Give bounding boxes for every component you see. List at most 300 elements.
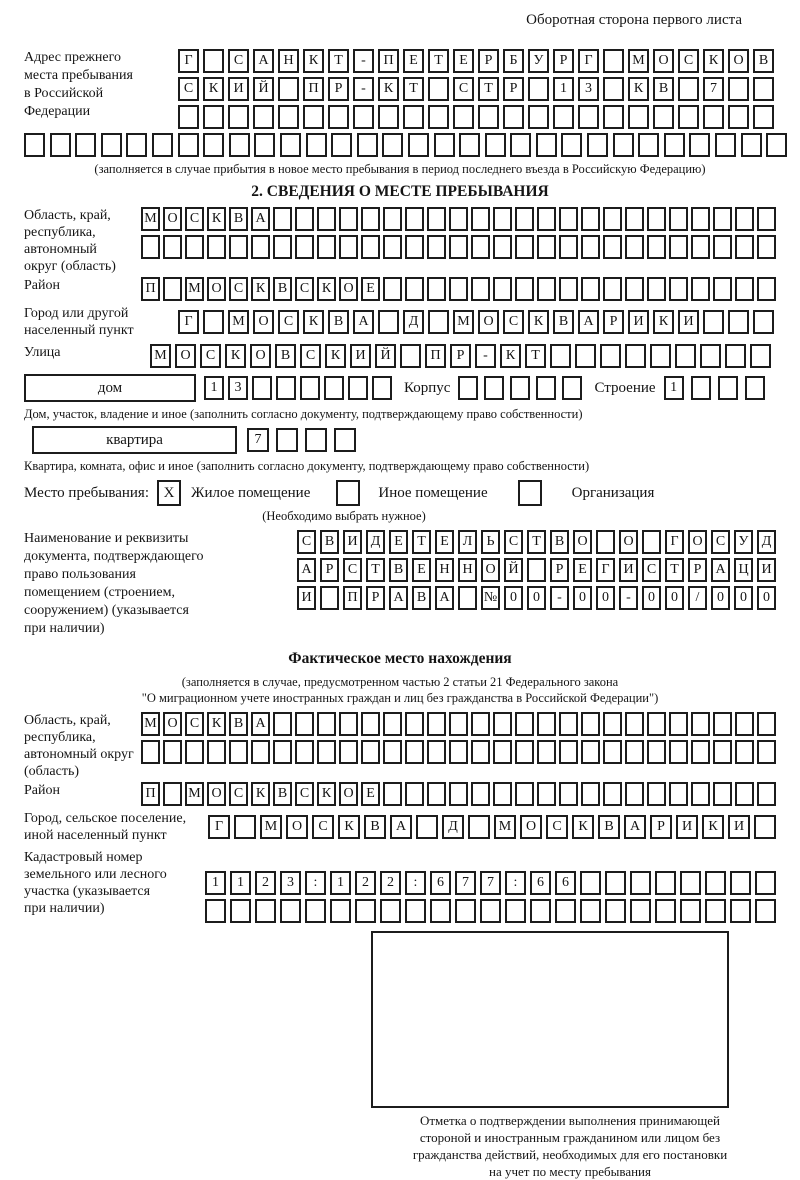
char-cell[interactable]: [252, 376, 272, 400]
char-cell[interactable]: С: [711, 530, 730, 554]
char-cell[interactable]: [178, 105, 199, 129]
char-cell[interactable]: [205, 899, 226, 923]
char-cell[interactable]: [753, 77, 774, 101]
char-cell[interactable]: [735, 782, 754, 806]
char-cell[interactable]: [691, 712, 710, 736]
char-cell[interactable]: И: [678, 310, 699, 334]
char-cell[interactable]: [339, 740, 358, 764]
char-cell[interactable]: К: [378, 77, 399, 101]
char-cell[interactable]: [203, 133, 224, 157]
char-cell[interactable]: [669, 207, 688, 231]
char-cell[interactable]: Т: [412, 530, 431, 554]
char-cell[interactable]: [229, 235, 248, 259]
char-cell[interactable]: [295, 207, 314, 231]
char-cell[interactable]: [383, 277, 402, 301]
char-cell[interactable]: [625, 712, 644, 736]
char-cell[interactable]: В: [550, 530, 569, 554]
char-cell[interactable]: [528, 77, 549, 101]
char-cell[interactable]: П: [425, 344, 446, 368]
char-cell[interactable]: Н: [435, 558, 454, 582]
char-cell[interactable]: [575, 344, 596, 368]
char-cell[interactable]: [650, 344, 671, 368]
char-cell[interactable]: 6: [430, 871, 451, 895]
char-cell[interactable]: [713, 207, 732, 231]
char-cell[interactable]: Г: [578, 49, 599, 73]
char-cell[interactable]: 1: [664, 376, 684, 400]
char-cell[interactable]: [664, 133, 685, 157]
char-cell[interactable]: [427, 207, 446, 231]
char-cell[interactable]: О: [175, 344, 196, 368]
char-cell[interactable]: [383, 207, 402, 231]
char-cell[interactable]: [559, 235, 578, 259]
char-cell[interactable]: [689, 133, 710, 157]
char-cell[interactable]: [152, 133, 173, 157]
char-cell[interactable]: А: [578, 310, 599, 334]
char-cell[interactable]: [126, 133, 147, 157]
char-cell[interactable]: [485, 133, 506, 157]
char-cell[interactable]: 0: [527, 586, 546, 610]
char-cell[interactable]: [757, 207, 776, 231]
char-cell[interactable]: В: [389, 558, 408, 582]
char-cell[interactable]: [741, 133, 762, 157]
char-cell[interactable]: Г: [665, 530, 684, 554]
char-cell[interactable]: [515, 782, 534, 806]
char-cell[interactable]: [348, 376, 368, 400]
char-cell[interactable]: 1: [553, 77, 574, 101]
char-cell[interactable]: Р: [450, 344, 471, 368]
char-cell[interactable]: [718, 376, 738, 400]
char-cell[interactable]: [163, 277, 182, 301]
char-cell[interactable]: [725, 344, 746, 368]
char-cell[interactable]: [536, 133, 557, 157]
char-cell[interactable]: [230, 899, 251, 923]
char-cell[interactable]: [295, 712, 314, 736]
char-cell[interactable]: 3: [578, 77, 599, 101]
char-cell[interactable]: М: [141, 712, 160, 736]
char-cell[interactable]: [735, 740, 754, 764]
char-cell[interactable]: 0: [573, 586, 592, 610]
char-cell[interactable]: [603, 740, 622, 764]
char-cell[interactable]: [530, 899, 551, 923]
char-cell[interactable]: [300, 376, 320, 400]
char-cell[interactable]: [550, 344, 571, 368]
char-cell[interactable]: [207, 740, 226, 764]
char-cell[interactable]: О: [619, 530, 638, 554]
char-cell[interactable]: [691, 207, 710, 231]
char-cell[interactable]: [278, 77, 299, 101]
char-cell[interactable]: [229, 133, 250, 157]
char-cell[interactable]: О: [250, 344, 271, 368]
char-cell[interactable]: [273, 712, 292, 736]
char-cell[interactable]: И: [628, 310, 649, 334]
char-cell[interactable]: С: [185, 207, 204, 231]
char-cell[interactable]: К: [303, 49, 324, 73]
char-cell[interactable]: [630, 871, 651, 895]
char-cell[interactable]: [603, 235, 622, 259]
char-cell[interactable]: Р: [688, 558, 707, 582]
char-cell[interactable]: [478, 105, 499, 129]
char-cell[interactable]: [378, 105, 399, 129]
char-cell[interactable]: [405, 277, 424, 301]
char-cell[interactable]: Ь: [481, 530, 500, 554]
char-cell[interactable]: С: [312, 815, 334, 839]
char-cell[interactable]: [581, 740, 600, 764]
char-cell[interactable]: Р: [603, 310, 624, 334]
char-cell[interactable]: [458, 586, 477, 610]
char-cell[interactable]: 7: [247, 428, 269, 452]
char-cell[interactable]: [757, 235, 776, 259]
char-cell[interactable]: [331, 133, 352, 157]
char-cell[interactable]: [280, 133, 301, 157]
char-cell[interactable]: [339, 207, 358, 231]
char-cell[interactable]: :: [405, 871, 426, 895]
char-cell[interactable]: Т: [428, 49, 449, 73]
char-cell[interactable]: А: [353, 310, 374, 334]
char-cell[interactable]: [757, 740, 776, 764]
char-cell[interactable]: [555, 899, 576, 923]
char-cell[interactable]: С: [300, 344, 321, 368]
char-cell[interactable]: С: [642, 558, 661, 582]
char-cell[interactable]: Д: [366, 530, 385, 554]
char-cell[interactable]: [757, 782, 776, 806]
char-cell[interactable]: К: [251, 277, 270, 301]
char-cell[interactable]: А: [711, 558, 730, 582]
char-cell[interactable]: [234, 815, 256, 839]
char-cell[interactable]: [691, 782, 710, 806]
char-cell[interactable]: [273, 207, 292, 231]
char-cell[interactable]: П: [303, 77, 324, 101]
char-cell[interactable]: [537, 712, 556, 736]
char-cell[interactable]: У: [734, 530, 753, 554]
char-cell[interactable]: :: [505, 871, 526, 895]
char-cell[interactable]: [754, 815, 776, 839]
char-cell[interactable]: В: [328, 310, 349, 334]
char-cell[interactable]: Р: [650, 815, 672, 839]
char-cell[interactable]: [383, 235, 402, 259]
char-cell[interactable]: [361, 712, 380, 736]
char-cell[interactable]: К: [207, 207, 226, 231]
char-cell[interactable]: П: [141, 277, 160, 301]
char-cell[interactable]: [515, 712, 534, 736]
char-cell[interactable]: С: [678, 49, 699, 73]
char-cell[interactable]: [581, 712, 600, 736]
char-cell[interactable]: В: [412, 586, 431, 610]
char-cell[interactable]: [581, 207, 600, 231]
char-cell[interactable]: [642, 530, 661, 554]
char-cell[interactable]: :: [305, 871, 326, 895]
char-cell[interactable]: К: [203, 77, 224, 101]
char-cell[interactable]: [581, 782, 600, 806]
char-cell[interactable]: 3: [280, 871, 301, 895]
char-cell[interactable]: 0: [504, 586, 523, 610]
char-cell[interactable]: [405, 207, 424, 231]
char-cell[interactable]: [334, 428, 356, 452]
char-cell[interactable]: К: [251, 782, 270, 806]
char-cell[interactable]: И: [619, 558, 638, 582]
char-cell[interactable]: [603, 77, 624, 101]
char-cell[interactable]: [50, 133, 71, 157]
char-cell[interactable]: [178, 133, 199, 157]
char-cell[interactable]: [405, 782, 424, 806]
char-cell[interactable]: [427, 235, 446, 259]
char-cell[interactable]: [605, 871, 626, 895]
char-cell[interactable]: В: [275, 344, 296, 368]
char-cell[interactable]: [713, 740, 732, 764]
char-cell[interactable]: [587, 133, 608, 157]
char-cell[interactable]: 0: [596, 586, 615, 610]
char-cell[interactable]: [647, 740, 666, 764]
char-cell[interactable]: Е: [403, 49, 424, 73]
char-cell[interactable]: У: [528, 49, 549, 73]
char-cell[interactable]: [430, 899, 451, 923]
char-cell[interactable]: 7: [480, 871, 501, 895]
char-cell[interactable]: Г: [596, 558, 615, 582]
char-cell[interactable]: [317, 712, 336, 736]
char-cell[interactable]: [605, 899, 626, 923]
char-cell[interactable]: [703, 105, 724, 129]
char-cell[interactable]: [317, 235, 336, 259]
char-cell[interactable]: С: [546, 815, 568, 839]
char-cell[interactable]: [273, 235, 292, 259]
char-cell[interactable]: [669, 740, 688, 764]
char-cell[interactable]: [625, 207, 644, 231]
char-cell[interactable]: [625, 740, 644, 764]
char-cell[interactable]: 7: [703, 77, 724, 101]
char-cell[interactable]: 0: [711, 586, 730, 610]
char-cell[interactable]: [561, 133, 582, 157]
char-cell[interactable]: [357, 133, 378, 157]
char-cell[interactable]: О: [573, 530, 592, 554]
char-cell[interactable]: [700, 344, 721, 368]
char-cell[interactable]: О: [339, 277, 358, 301]
char-cell[interactable]: О: [653, 49, 674, 73]
char-cell[interactable]: М: [141, 207, 160, 231]
char-cell[interactable]: [600, 344, 621, 368]
char-cell[interactable]: О: [286, 815, 308, 839]
char-cell[interactable]: [655, 899, 676, 923]
char-cell[interactable]: 0: [642, 586, 661, 610]
char-cell[interactable]: [383, 782, 402, 806]
char-cell[interactable]: [515, 207, 534, 231]
char-cell[interactable]: И: [350, 344, 371, 368]
char-cell[interactable]: [207, 235, 226, 259]
char-cell[interactable]: [458, 376, 478, 400]
char-cell[interactable]: К: [225, 344, 246, 368]
char-cell[interactable]: /: [688, 586, 707, 610]
char-cell[interactable]: [757, 712, 776, 736]
char-cell[interactable]: [449, 712, 468, 736]
char-cell[interactable]: [382, 133, 403, 157]
char-cell[interactable]: [678, 77, 699, 101]
char-cell[interactable]: [185, 235, 204, 259]
char-cell[interactable]: [295, 740, 314, 764]
char-cell[interactable]: [715, 133, 736, 157]
char-cell[interactable]: С: [200, 344, 221, 368]
char-cell[interactable]: [603, 782, 622, 806]
char-cell[interactable]: 1: [205, 871, 226, 895]
char-cell[interactable]: [276, 376, 296, 400]
char-cell[interactable]: В: [273, 782, 292, 806]
char-cell[interactable]: [228, 105, 249, 129]
char-cell[interactable]: [757, 277, 776, 301]
char-cell[interactable]: А: [390, 815, 412, 839]
char-cell[interactable]: [515, 235, 534, 259]
char-cell[interactable]: [203, 105, 224, 129]
char-cell[interactable]: [428, 310, 449, 334]
char-cell[interactable]: Т: [328, 49, 349, 73]
char-cell[interactable]: А: [297, 558, 316, 582]
char-cell[interactable]: 6: [555, 871, 576, 895]
char-cell[interactable]: С: [297, 530, 316, 554]
char-cell[interactable]: М: [150, 344, 171, 368]
char-cell[interactable]: [455, 899, 476, 923]
char-cell[interactable]: [251, 235, 270, 259]
char-cell[interactable]: К: [572, 815, 594, 839]
char-cell[interactable]: [468, 815, 490, 839]
char-cell[interactable]: С: [178, 77, 199, 101]
char-cell[interactable]: [493, 782, 512, 806]
char-cell[interactable]: С: [228, 49, 249, 73]
char-cell[interactable]: П: [343, 586, 362, 610]
char-cell[interactable]: К: [207, 712, 226, 736]
char-cell[interactable]: Р: [503, 77, 524, 101]
char-cell[interactable]: [255, 899, 276, 923]
char-cell[interactable]: [647, 235, 666, 259]
char-cell[interactable]: [705, 899, 726, 923]
char-cell[interactable]: П: [141, 782, 160, 806]
char-cell[interactable]: А: [624, 815, 646, 839]
char-cell[interactable]: [306, 133, 327, 157]
char-cell[interactable]: Т: [403, 77, 424, 101]
char-cell[interactable]: О: [163, 712, 182, 736]
char-cell[interactable]: [680, 899, 701, 923]
char-cell[interactable]: К: [628, 77, 649, 101]
char-cell[interactable]: [755, 871, 776, 895]
char-cell[interactable]: [471, 712, 490, 736]
char-cell[interactable]: [528, 105, 549, 129]
char-cell[interactable]: 2: [355, 871, 376, 895]
char-cell[interactable]: -: [619, 586, 638, 610]
char-cell[interactable]: [559, 740, 578, 764]
char-cell[interactable]: [653, 105, 674, 129]
char-cell[interactable]: [405, 712, 424, 736]
char-cell[interactable]: [383, 740, 402, 764]
char-cell[interactable]: [596, 530, 615, 554]
char-cell[interactable]: [163, 235, 182, 259]
char-cell[interactable]: В: [653, 77, 674, 101]
char-cell[interactable]: [428, 77, 449, 101]
char-cell[interactable]: Е: [389, 530, 408, 554]
char-cell[interactable]: Т: [665, 558, 684, 582]
char-cell[interactable]: [730, 871, 751, 895]
char-cell[interactable]: К: [303, 310, 324, 334]
char-cell[interactable]: [559, 712, 578, 736]
char-cell[interactable]: К: [653, 310, 674, 334]
char-cell[interactable]: №: [481, 586, 500, 610]
char-cell[interactable]: Е: [573, 558, 592, 582]
char-cell[interactable]: [278, 105, 299, 129]
char-cell[interactable]: И: [228, 77, 249, 101]
char-cell[interactable]: В: [364, 815, 386, 839]
char-cell[interactable]: О: [253, 310, 274, 334]
char-cell[interactable]: К: [702, 815, 724, 839]
char-cell[interactable]: [273, 740, 292, 764]
char-cell[interactable]: [203, 310, 224, 334]
char-cell[interactable]: К: [703, 49, 724, 73]
char-cell[interactable]: [493, 740, 512, 764]
char-cell[interactable]: [515, 277, 534, 301]
char-cell[interactable]: 6: [530, 871, 551, 895]
char-cell[interactable]: [505, 899, 526, 923]
char-cell[interactable]: Г: [178, 49, 199, 73]
char-cell[interactable]: О: [207, 277, 226, 301]
char-cell[interactable]: М: [494, 815, 516, 839]
char-cell[interactable]: Б: [503, 49, 524, 73]
char-cell[interactable]: Д: [442, 815, 464, 839]
char-cell[interactable]: [628, 105, 649, 129]
char-cell[interactable]: М: [185, 277, 204, 301]
char-cell[interactable]: [745, 376, 765, 400]
char-cell[interactable]: [75, 133, 96, 157]
char-cell[interactable]: [253, 105, 274, 129]
char-cell[interactable]: [320, 586, 339, 610]
char-cell[interactable]: [647, 782, 666, 806]
char-cell[interactable]: [493, 235, 512, 259]
char-cell[interactable]: Р: [366, 586, 385, 610]
char-cell[interactable]: [559, 277, 578, 301]
char-cell[interactable]: [537, 235, 556, 259]
char-cell[interactable]: И: [297, 586, 316, 610]
char-cell[interactable]: [305, 428, 327, 452]
char-cell[interactable]: [580, 899, 601, 923]
char-cell[interactable]: [471, 235, 490, 259]
char-cell[interactable]: [613, 133, 634, 157]
char-cell[interactable]: [728, 310, 749, 334]
char-cell[interactable]: [427, 712, 446, 736]
char-cell[interactable]: Н: [278, 49, 299, 73]
char-cell[interactable]: Д: [403, 310, 424, 334]
char-cell[interactable]: С: [453, 77, 474, 101]
char-cell[interactable]: Е: [453, 49, 474, 73]
char-cell[interactable]: М: [453, 310, 474, 334]
char-cell[interactable]: [537, 207, 556, 231]
char-cell[interactable]: [427, 782, 446, 806]
char-cell[interactable]: -: [353, 49, 374, 73]
char-cell[interactable]: [647, 277, 666, 301]
char-cell[interactable]: [728, 105, 749, 129]
char-cell[interactable]: М: [185, 782, 204, 806]
char-cell[interactable]: С: [295, 782, 314, 806]
char-cell[interactable]: 3: [228, 376, 248, 400]
char-cell[interactable]: -: [353, 77, 374, 101]
char-cell[interactable]: [669, 782, 688, 806]
checkbox-organizaciya[interactable]: [518, 480, 542, 506]
char-cell[interactable]: [537, 782, 556, 806]
char-cell[interactable]: [675, 344, 696, 368]
char-cell[interactable]: [355, 899, 376, 923]
char-cell[interactable]: [527, 558, 546, 582]
char-cell[interactable]: [185, 740, 204, 764]
char-cell[interactable]: [625, 344, 646, 368]
char-cell[interactable]: [380, 899, 401, 923]
char-cell[interactable]: И: [757, 558, 776, 582]
char-cell[interactable]: [449, 740, 468, 764]
char-cell[interactable]: Й: [375, 344, 396, 368]
char-cell[interactable]: [383, 712, 402, 736]
char-cell[interactable]: [361, 740, 380, 764]
char-cell[interactable]: К: [317, 277, 336, 301]
char-cell[interactable]: [750, 344, 771, 368]
